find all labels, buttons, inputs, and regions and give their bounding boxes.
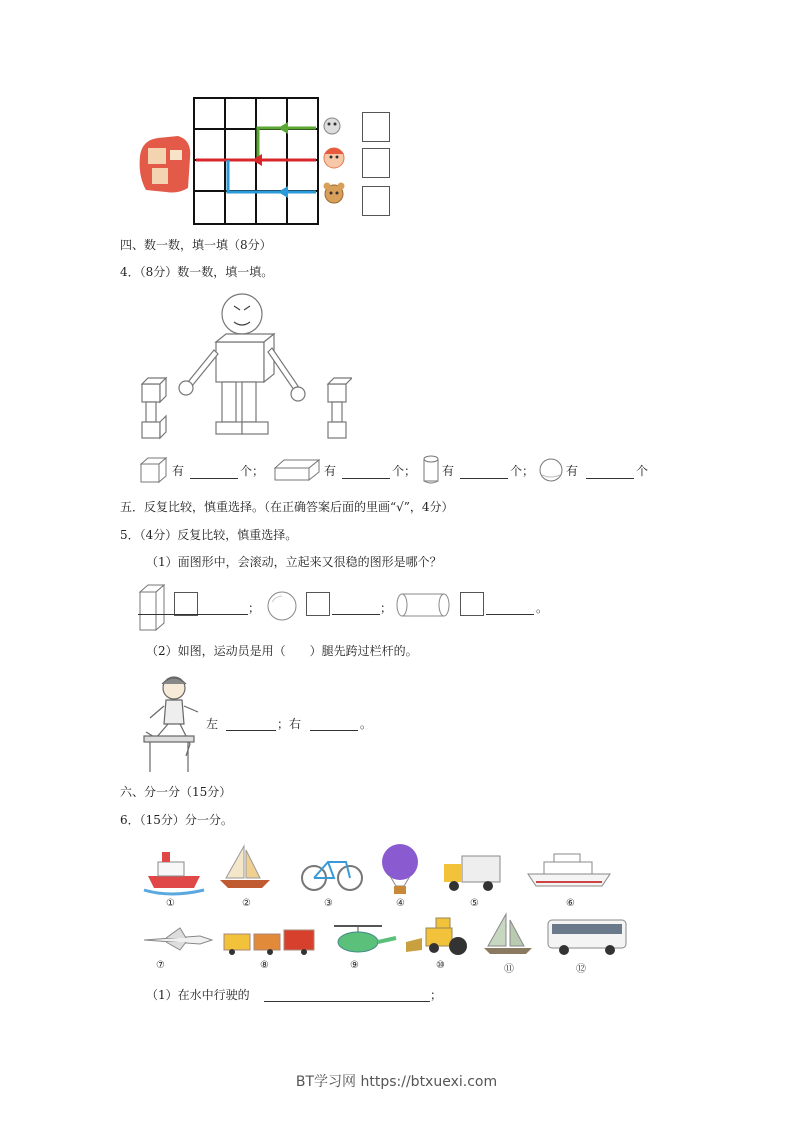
athlete-right-label: ；右 [277, 717, 302, 731]
athlete-right-blank[interactable] [310, 718, 358, 731]
hot-air-balloon-icon [382, 844, 418, 894]
count-label-4: 有 [566, 464, 579, 478]
vehicle-number-10: ⑩ [436, 960, 445, 971]
question6-sub1-blank[interactable] [264, 989, 430, 1002]
vehicle-number-4: ④ [396, 898, 405, 909]
question5-sub2: （2）如图，运动员是用（ ）腿先跨过栏杆的。 [146, 644, 418, 658]
count-label-1: 有 [172, 464, 185, 478]
question5-label: 5．（4分）反复比较，慎重选择。 [120, 528, 298, 542]
count-label-3: 有 [442, 464, 455, 478]
section4-heading: 四、数一数，填一填（8分） [120, 238, 272, 252]
choice-line-1 [138, 602, 248, 615]
lying-cylinder-icon [396, 592, 452, 618]
choice-box-2[interactable] [306, 592, 330, 616]
choice-box-3[interactable] [460, 592, 484, 616]
question5-sub1: （1）面图形中，会滚动，立起来又很稳的图形是哪个？ [146, 555, 442, 569]
count-blank-1[interactable] [190, 466, 238, 479]
count-label-2: 有 [324, 464, 337, 478]
train-icon [224, 930, 314, 955]
athlete-left-label: 左 [206, 717, 219, 731]
count-blank-4[interactable] [586, 466, 634, 479]
cruise-ship-icon [528, 854, 610, 886]
vehicle-number-5: ⑤ [470, 898, 479, 909]
answer-box-2[interactable] [362, 148, 390, 178]
athlete-left-blank[interactable] [226, 718, 276, 731]
count-blank-3[interactable] [460, 466, 508, 479]
cylinder-icon [422, 455, 440, 485]
count-row [138, 455, 658, 485]
question6-label: 6．（15分）分一分。 [120, 813, 233, 827]
cuboid-icon [274, 459, 320, 481]
cube-icon [140, 457, 168, 483]
bicycle-icon [302, 862, 362, 890]
choice-sep-1: ； [248, 601, 261, 615]
shape-choice-row [138, 584, 558, 632]
bulldozer-icon [406, 918, 467, 955]
section6-heading: 六、分一分（15分） [120, 785, 232, 799]
airplane-icon [144, 928, 212, 950]
cat-icon [324, 118, 340, 134]
count-unit-1: 个； [240, 464, 265, 478]
vehicles-figure [140, 838, 632, 978]
house-icon [140, 136, 191, 193]
vehicle-number-1: ① [166, 898, 175, 909]
vehicle-number-8: ⑧ [260, 960, 269, 971]
vehicle-number-9: ⑨ [350, 960, 359, 971]
choice-sep-2: ； [380, 601, 393, 615]
vehicle-number-7: ⑦ [156, 960, 165, 971]
answer-box-3[interactable] [362, 186, 390, 216]
grid-puzzle-figure [138, 96, 398, 228]
choice-line-2 [332, 602, 380, 615]
footer-watermark: BT学习网 https://btxuexi.com [295, 1074, 498, 1090]
vehicle-number-12: ⑫ [576, 964, 586, 975]
ship-icon [144, 852, 204, 894]
question6-sub1-end: ； [430, 988, 443, 1002]
truck-icon [444, 856, 500, 891]
question6-sub1: （1）在水中行驶的 [146, 988, 250, 1002]
count-unit-2: 个； [392, 464, 417, 478]
choice-line-3 [486, 602, 534, 615]
count-unit-4: 个 [636, 464, 649, 478]
sphere-icon [538, 457, 564, 483]
vehicle-number-11: ⑪ [504, 964, 514, 975]
bus-icon [548, 920, 626, 955]
helicopter-icon [334, 926, 396, 952]
girl-icon [324, 148, 344, 168]
count-unit-3: 个； [510, 464, 535, 478]
section5-heading: 五．反复比较，慎重选择。（在正确答案后面的里画“√”，4分） [120, 500, 454, 514]
robot-figure [138, 290, 352, 440]
choice-end: 。 [536, 601, 549, 615]
sailboat-icon [220, 846, 270, 888]
junk-boat-icon [484, 914, 532, 954]
count-blank-2[interactable] [342, 466, 390, 479]
athlete-figure [138, 672, 210, 774]
vehicle-number-2: ② [242, 898, 251, 909]
athlete-end: 。 [360, 717, 373, 731]
bear-icon [324, 183, 345, 204]
ball-icon [266, 590, 298, 622]
question4-label: 4．（8分）数一数，填一填。 [120, 265, 274, 279]
answer-box-1[interactable] [362, 112, 390, 142]
vehicle-number-6: ⑥ [566, 898, 575, 909]
vehicle-number-3: ③ [324, 898, 333, 909]
